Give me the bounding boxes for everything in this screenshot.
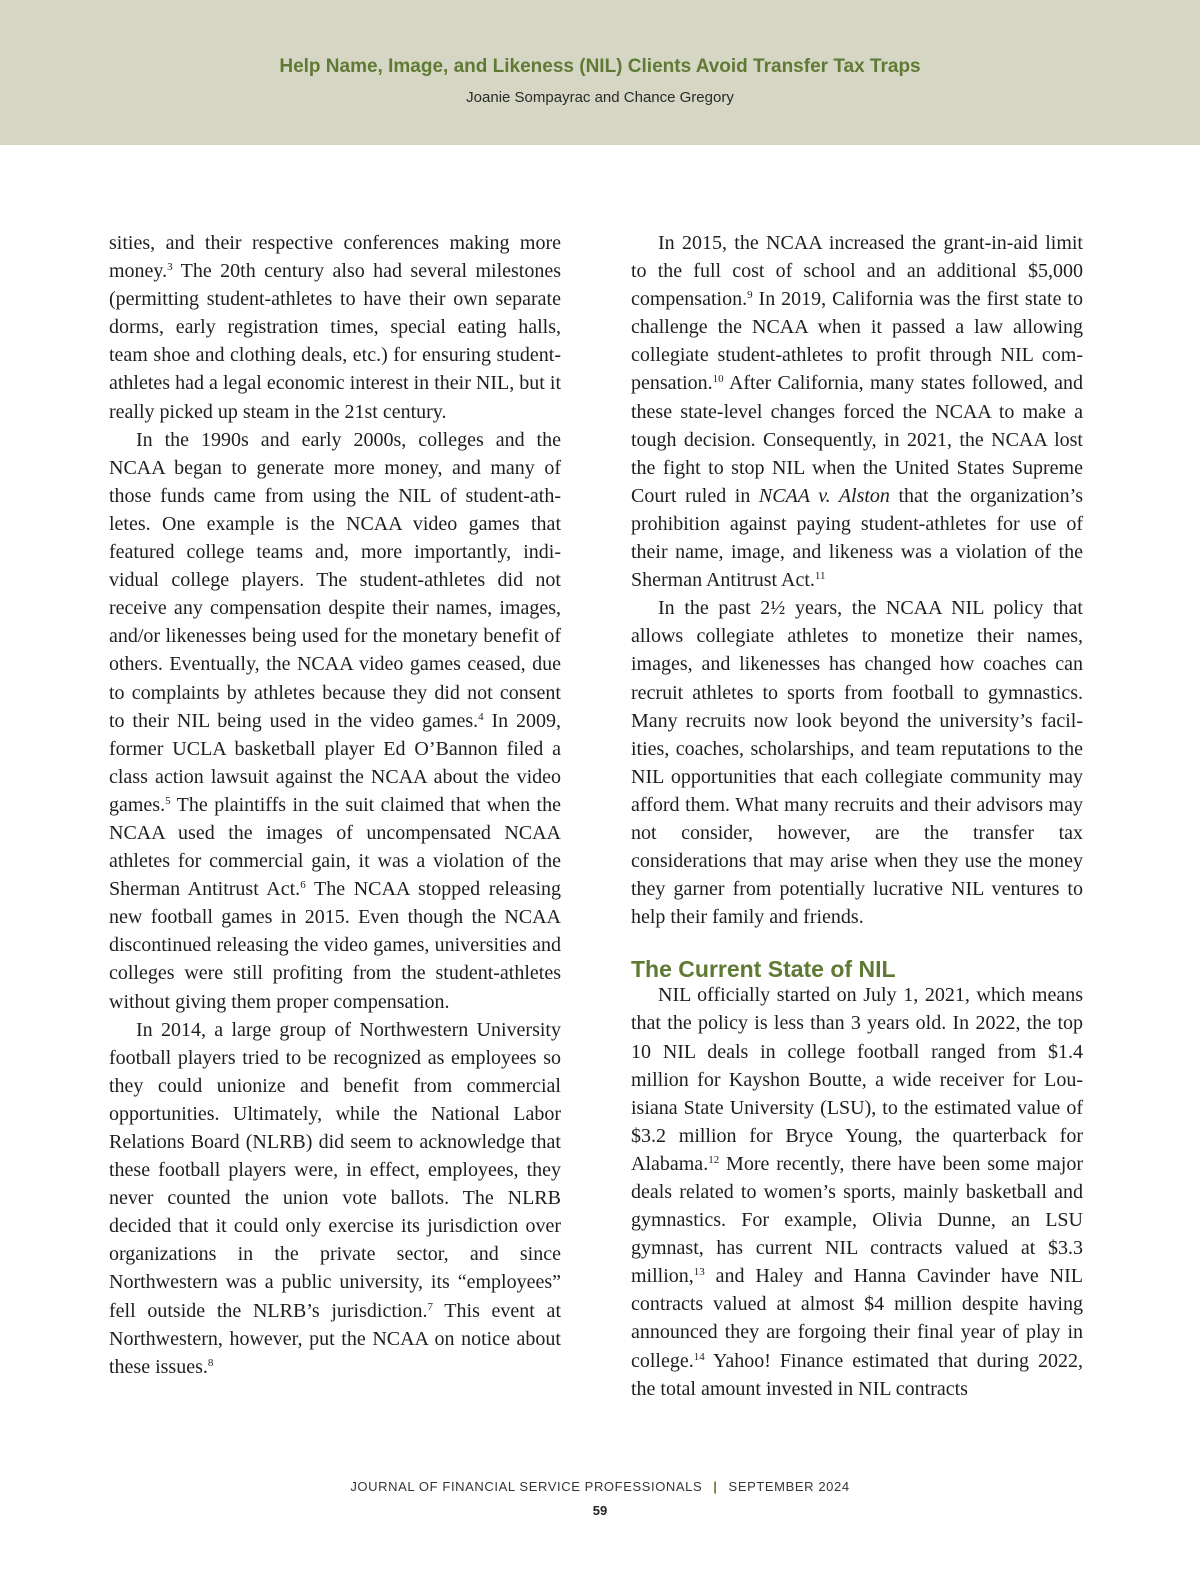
footnote-ref[interactable]: 14 <box>693 1350 705 1363</box>
footnote-ref[interactable]: 4 <box>478 710 484 723</box>
paragraph: In 2015, the NCAA increased the grant-in-aid limit to the full cost of school and an additional $5,000 compensation.$^9$ In 2019, California was the first state to challenge the NCAA when it passed a law allowing collegiate student-athletes to profit through NIL compensation.$^{10}$ After California, many states followed, and these state-level changes forced the NCAA to make a tough decision. Consequently, in 2021, the NCAA lost the fight to stop NIL when the United States Supreme Court ruled in NCAA v. Alston that the organization’s prohibition against paying student-athletes for use of their name, image, and likeness was a violation of the Sherman Antitrust Act.$^{11}$ <box>631 232 1083 592</box>
journal-name: JOURNAL OF FINANCIAL SERVICE PROFESSIONALS <box>350 1479 703 1494</box>
case-name: NCAA v. Alston <box>758 484 890 507</box>
footnote-ref[interactable]: 5 <box>165 794 171 807</box>
left-column <box>109 229 561 1381</box>
page-number: 59 <box>592 1503 608 1518</box>
footnote-ref[interactable]: 12 <box>708 1153 720 1166</box>
paragraph: sities, and their respective conferences making more money.$^3$ The 20th century also had several milestones (permitting student-athletes to have their own separate dorms, early registration times, special eating halls, team shoe and clothing deals, etc.) for ensuring student-athletes had a legal economic interest in their NIL, but it really picked up steam in the 21st century. <box>109 232 561 423</box>
footnote-ref[interactable]: 7 <box>427 1300 433 1313</box>
running-header <box>0 0 1200 145</box>
footnote-ref[interactable]: 9 <box>747 289 753 302</box>
footnote-ref[interactable]: 3 <box>167 261 173 274</box>
issue-date: SEPTEMBER 2024 <box>728 1479 850 1494</box>
article-authors: Joanie Sompayrac and Chance Gregory <box>466 89 734 106</box>
footer-separator: | <box>713 1479 718 1494</box>
footnote-ref[interactable]: 6 <box>300 879 306 892</box>
paragraph: In the 1990s and early 2000s, colleges and the NCAA began to generate more money, and many of those funds came from using the NIL of student-athletes. One example is the NCAA video games that featured college teams and, more importantly, individual college players. The student-athletes did not receive any compensation despite their names, images, and/or likenesses being used for the monetary benefit of others. Eventually, the NCAA video games ceased, due to complaints by athletes because they did not consent to their NIL being used in the video games.$^4$ In 2009, former UCLA basketball player Ed O’Bannon filed a class action lawsuit against the NCAA about the video games.$^5$ The plaintiffs in the suit claimed that when the NCAA used the images of uncompensated NCAA athletes for commercial gain, it was a violation of the Sherman Antitrust Act.$^6$ The NCAA stopped releasing new football games in 2015. Even though the NCAA discontinued releasing the video games, universities and colleges were still profiting from the student-athletes without giving them proper compensation. <box>109 428 561 1013</box>
section-heading: The Current State of NIL <box>631 956 896 983</box>
page-footer <box>0 1479 1200 1494</box>
right-column <box>631 229 1083 1403</box>
footnote-ref[interactable]: 13 <box>693 1266 705 1279</box>
paragraph: In 2014, a large group of Northwestern University football players tried to be recognized as employees so they could unionize and benefit from commercial opportunities. Ultimately, while the National Labor Relations Board (NLRB) did seem to acknowledge that these football players were, in effect, employees, they never counted the union vote ballots. The NLRB decided that it could only exercise its jurisdiction over organizations in the private sector, and since Northwestern was a public university, its “employees” fell outside the NLRB’s jurisdiction.$^7$ This event at Northwestern, however, put the NCAA on notice about these issues.$^8$ <box>109 1018 561 1378</box>
footnote-ref[interactable]: 10 <box>712 373 724 386</box>
footnote-ref[interactable]: 11 <box>814 570 826 583</box>
paragraph: In the past 2½ years, the NCAA NIL policy that allows collegiate athletes to monetize their names, images, and likenesses has changed how coaches can recruit athletes to sports from football to gymnastics. Many recruits now look beyond the university’s facilities, coaches, scholarships, and team reputations to the NIL opportunities that each collegiate community may afford them. What many recruits and their advisors may not consider, however, are the transfer tax considerations that may arise when they use the money they garner from potentially lucrative NIL ventures to help their family and friends. <box>631 597 1083 929</box>
paragraph: NIL officially started on July 1, 2021, which means that the policy is less than 3 years old. In 2022, the top 10 NIL deals in college football ranged from $1.4 million for Kayshon Boutte, a wide receiver for Louisiana State University (LSU), to the estimated value of $3.2 million for Bryce Young, the quarterback for Alabama.$^{12}$ More recently, there have been some major deals related to women’s sports, mainly basketball and gymnastics. For example, Olivia Dunne, an LSU gymnast, has current NIL contracts valued at $3.3 million,$^{13}$ and Haley and Hanna Cavinder have NIL contracts valued at almost $4 million despite having announced they are forgoing their final year of play in college.$^{14}$ Yahoo! Finance estimated that during 2022, the total amount invested in NIL contracts <box>631 984 1083 1400</box>
article-title: Help Name, Image, and Likeness (NIL) Clients Avoid Transfer Tax Traps <box>279 56 921 77</box>
footnote-ref[interactable]: 8 <box>207 1356 214 1369</box>
